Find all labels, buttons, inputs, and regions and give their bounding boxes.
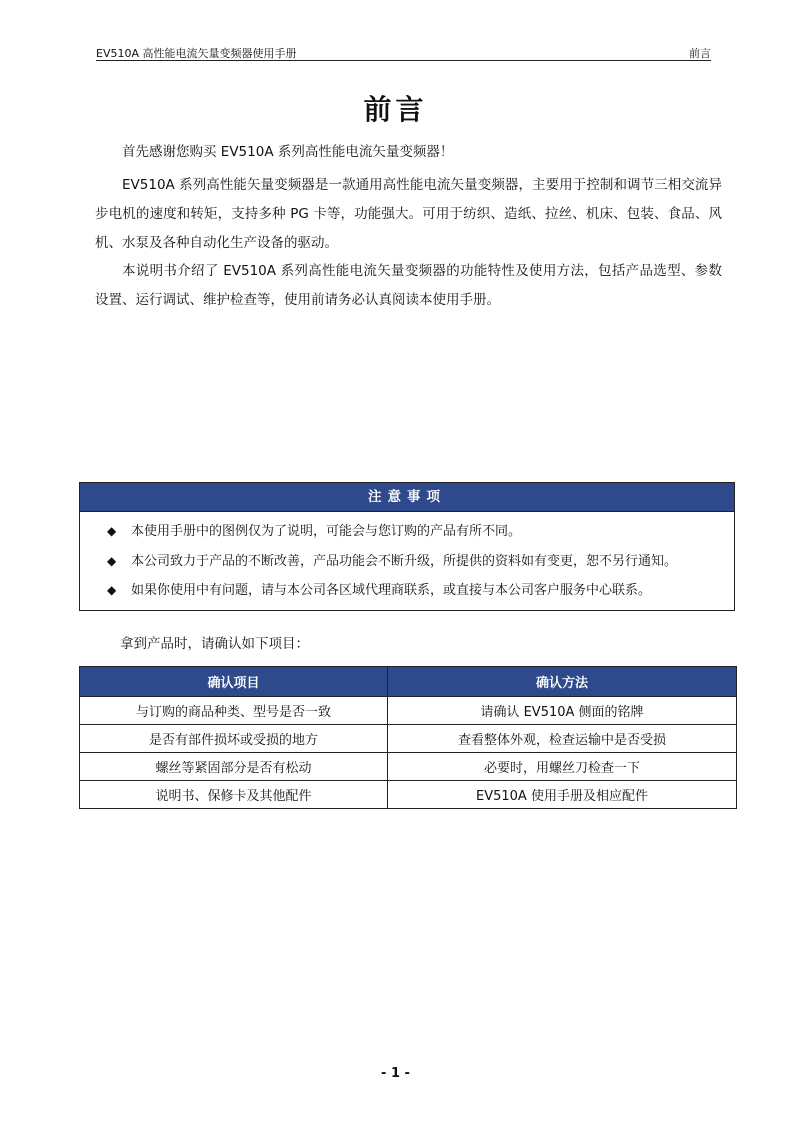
table-cell-method: EV510A 使用手册及相应配件 — [388, 781, 737, 809]
table-cell-item: 与订购的商品种类、型号是否一致 — [80, 697, 388, 725]
header-manual-title: EV510A 高性能电流矢量变频器使用手册 — [96, 47, 297, 60]
confirmation-table — [79, 666, 737, 809]
notice-box — [79, 482, 735, 611]
notice-item-text: 本使用手册中的图例仅为了说明，可能会与您订购的产品有所不同。 — [131, 524, 522, 539]
diamond-bullet-icon: ◆ — [107, 583, 117, 597]
table-cell-item: 是否有部件损坏或受损的地方 — [80, 725, 388, 753]
header-section-title: 前言 — [689, 47, 711, 60]
page-title: 前言 — [363, 93, 428, 126]
notice-list — [80, 512, 734, 606]
running-header — [96, 44, 711, 61]
notice-item — [80, 517, 734, 547]
table-cell-item: 说明书、保修卡及其他配件 — [80, 781, 388, 809]
intro-paragraph-1: 首先感谢您购买 EV510A 系列高性能电流矢量变频器！ — [122, 144, 454, 160]
column-header-method: 确认方法 — [388, 667, 737, 697]
confirm-intro: 拿到产品时，请确认如下项目： — [120, 636, 309, 652]
notice-item-text: 如果你使用中有问题，请与本公司各区域代理商联系，或直接与本公司客户服务中心联系。 — [131, 583, 652, 598]
table-cell-method: 请确认 EV510A 侧面的铭牌 — [388, 697, 737, 725]
table-cell-method: 必要时，用螺丝刀检查一下 — [388, 753, 737, 781]
intro-paragraph-3: 本说明书介绍了 EV510A 系列高性能电流矢量变频器的功能特性及使用方法，包括产品选型、参数设置、运行调试、维护检查等，使用前请务必认真阅读本使用手册。 — [95, 263, 722, 308]
table-row — [80, 753, 737, 781]
table-cell-method: 查看整体外观，检查运输中是否受损 — [388, 725, 737, 753]
notice-item — [80, 547, 734, 577]
diamond-bullet-icon: ◆ — [107, 524, 117, 538]
table-header-row — [80, 667, 737, 697]
notice-item-text: 本公司致力于产品的不断改善，产品功能会不断升级，所提供的资料如有变更，恕不另行通知。 — [131, 553, 678, 569]
diamond-bullet-icon: ◆ — [107, 553, 117, 568]
column-header-item: 确认项目 — [80, 667, 388, 697]
notice-item — [80, 576, 734, 606]
table-row — [80, 781, 737, 809]
intro-paragraph-2: EV510A 系列高性能矢量变频器是一款通用高性能电流矢量变频器，主要用于控制和调节三相交流异步电机的速度和转矩，支持多种 PG 卡等，功能强大。可用于纺织、造纸、拉丝、机床、包装、食品、风机、水泵及各种自动化生产设备的驱动。 — [95, 177, 722, 251]
table-row — [80, 725, 737, 753]
table-cell-item: 螺丝等紧固部分是否有松动 — [80, 753, 388, 781]
notice-title: 注意事项 — [80, 483, 734, 512]
table-row — [80, 697, 737, 725]
page-number: - 1 - — [381, 1066, 410, 1081]
